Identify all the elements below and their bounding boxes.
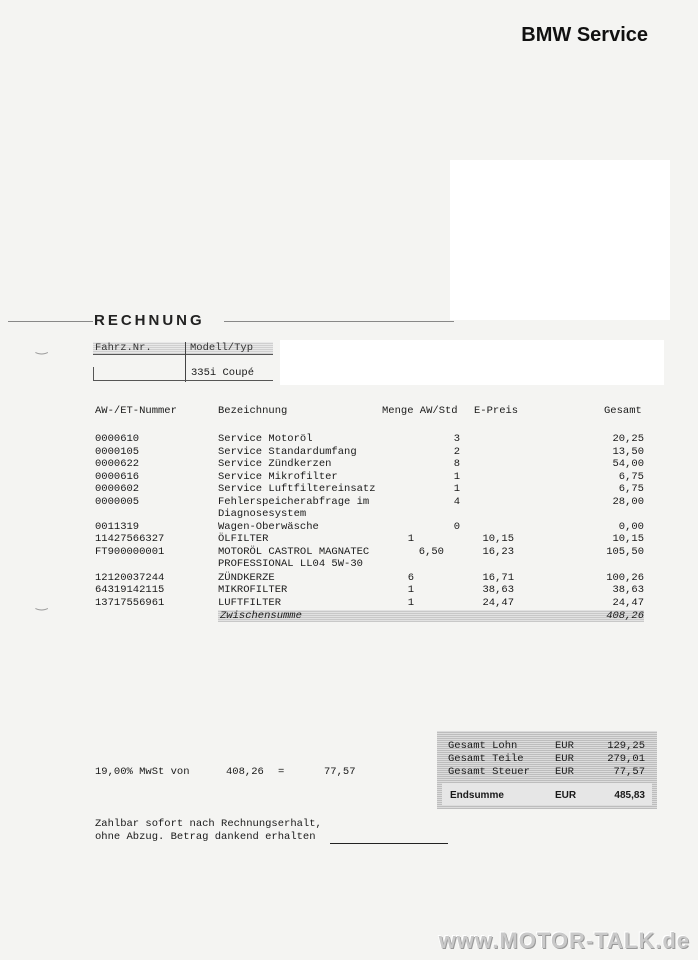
title-rule-left [8,321,93,322]
item-description: Service Motoröl [218,433,313,445]
invoice-title: RECHNUNG [94,312,205,329]
item-description: Service Zündkerzen [218,458,332,470]
punch-mark: ‿ [36,338,48,354]
item-unit-price: 38,63 [482,584,514,596]
item-description: Service Luftfiltereinsatz [218,483,376,495]
table-row [0,521,698,534]
summary-value: 77,57 [613,766,645,778]
table-row [0,533,698,546]
item-aw: 2 [453,445,460,458]
payment-terms-line1: Zahlbar sofort nach Rechnungserhalt, [95,818,322,830]
vehicle-column-divider [185,342,186,382]
redacted-address-block [450,160,670,320]
item-total: 6,75 [618,470,644,483]
payment-terms-line2: ohne Abzug. Betrag dankend erhalten [95,831,316,843]
table-row [0,471,698,484]
item-number: 0000616 [95,470,140,483]
item-quantity: 1 [407,533,414,545]
item-description: MOTORÖL CASTROL MAGNATEC [218,545,370,558]
item-description: MIKROFILTER [218,584,288,596]
item-description: Wagen-Oberwäsche [218,520,319,533]
vehicle-model-header: Modell/Typ [190,342,254,354]
vat-amount: 77,57 [324,766,356,778]
table-row [0,558,698,571]
summary-value: 279,01 [607,753,645,765]
item-aw: 0 [453,520,460,533]
table-row [0,433,698,446]
item-unit-price: 10,15 [482,533,514,545]
summary-currency: EUR [555,740,574,752]
item-quantity: 6 [407,571,414,584]
item-unit-price: 24,47 [482,596,514,609]
table-row [0,597,698,610]
vat-rate-label: 19,00% MwSt von [95,766,190,778]
item-total: 0,00 [618,520,644,533]
item-number: 12120037244 [95,571,165,584]
item-number: 0000602 [95,483,140,495]
vehicle-model-value: 335i Coupé [191,367,255,379]
grand-total-label: Endsumme [450,790,504,801]
summary-currency: EUR [555,766,574,778]
table-row [0,508,698,521]
grand-total-value: 485,83 [614,790,645,801]
table-row [0,458,698,471]
item-aw: 4 [453,495,460,508]
vat-base: 408,26 [226,766,264,778]
watermark: www.MOTOR-TALK.de [438,928,690,953]
redacted-vehicle-block [280,340,664,385]
item-number: 0000105 [95,445,140,458]
item-description: ÖLFILTER [218,533,269,545]
item-total: 100,26 [606,571,644,584]
table-row [0,446,698,459]
item-unit-price: 16,71 [482,571,514,584]
punch-mark: ‿ [36,594,48,610]
item-number: 0000610 [95,433,140,445]
table-row [0,496,698,509]
subtotal-label: Zwischensumme [220,610,302,622]
column-unit-price: E-Preis [474,405,519,417]
item-quantity: 1 [407,584,414,596]
column-quantity: Menge AW/Std [382,405,458,417]
item-description: Service Standardumfang [218,445,357,458]
vehicle-number-header: Fahrz.Nr. [95,342,152,354]
subtotal-value: 408,26 [606,610,644,622]
item-quantity: 6,50 [418,545,444,558]
item-aw: 1 [453,470,460,483]
summary-currency: EUR [555,753,574,765]
item-description: LUFTFILTER [218,596,282,609]
item-unit-price: 16,23 [482,545,514,558]
column-description: Bezeichnung [218,405,288,417]
item-total: 10,15 [612,533,644,545]
item-number: 64319142115 [95,584,165,596]
item-total: 105,50 [606,545,644,558]
item-total: 38,63 [612,584,644,596]
summary-label: Gesamt Teile [448,753,524,765]
table-row [0,546,698,559]
table-row [0,584,698,597]
item-description: ZÜNDKERZE [218,571,275,584]
grand-total-currency: EUR [555,790,577,801]
summary-label: Gesamt Lohn [448,740,518,752]
item-total: 24,47 [612,596,644,609]
item-total: 6,75 [618,483,644,495]
item-number: 0000005 [95,495,140,508]
item-total: 20,25 [612,433,644,445]
item-number: FT900000001 [95,545,165,558]
item-quantity: 1 [407,596,414,609]
column-number: AW-/ET-Nummer [95,405,177,417]
item-total: 13,50 [612,445,644,458]
item-total: 54,00 [612,458,644,470]
brand-title: BMW Service [521,24,648,46]
vat-equals: = [278,766,285,778]
item-number: 13717556961 [95,596,165,609]
vehicle-value-line [93,380,273,381]
item-number: 11427566327 [95,533,165,545]
item-aw: 3 [453,433,460,445]
summary-label: Gesamt Steuer [448,766,530,778]
item-aw: 8 [453,458,460,470]
vehicle-value-tick [93,367,94,381]
item-number: 0011319 [95,520,140,533]
table-row [0,572,698,585]
column-total: Gesamt [604,405,642,417]
item-total: 28,00 [612,495,644,508]
table-row [0,483,698,496]
item-number: 0000622 [95,458,140,470]
item-description: Service Mikrofilter [218,470,338,483]
item-description: Fehlerspeicherabfrage im [218,495,370,508]
item-description: Diagnosesystem [218,508,307,520]
item-description: PROFESSIONAL LL04 5W-30 [218,558,363,570]
summary-value: 129,25 [607,740,645,752]
title-rule-right [224,321,454,322]
item-aw: 1 [453,483,460,495]
signature-line [330,843,448,844]
